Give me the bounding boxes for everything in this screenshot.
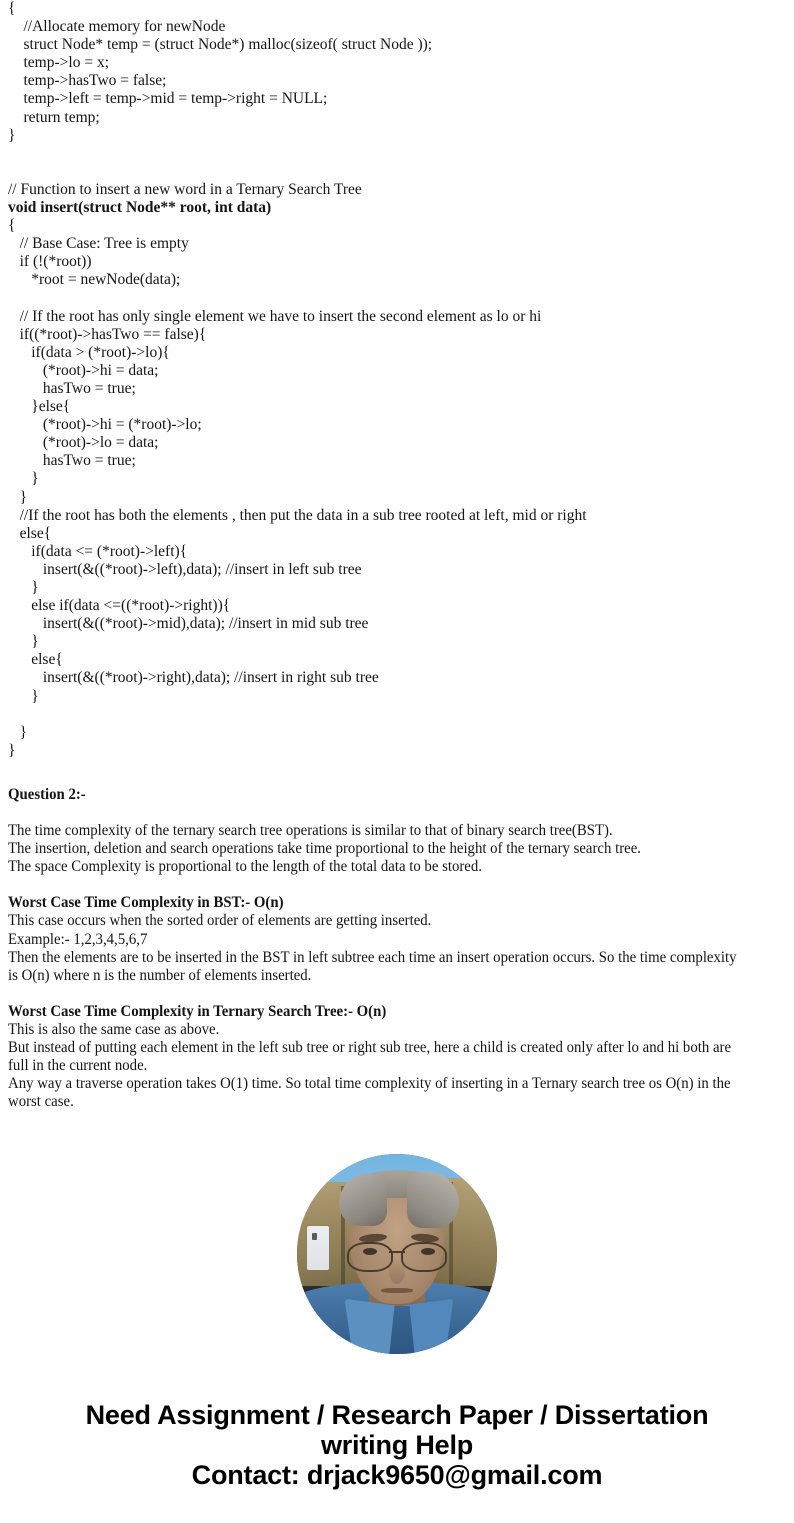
intro-line: The space Complexity is proportional to the length of the total data to be stored.: [8, 858, 482, 876]
code-line: temp->hasTwo = false;: [8, 72, 167, 90]
bst-complexity-body: [8, 912, 745, 984]
code-line: struct Node* temp = (struct Node*) malloc(sizeof( struct Node ));: [8, 36, 433, 54]
code-line: //If the root has both the elements , then put the data in a sub tree rooted at left, mid or right: [8, 506, 587, 524]
question2-heading: Question 2:-: [8, 786, 86, 803]
spacer: [8, 804, 745, 822]
photo-nose: [389, 1258, 405, 1284]
code-line: }: [8, 633, 39, 651]
code-line: hasTwo = true;: [8, 379, 136, 397]
photo-glasses-bridge: [389, 1251, 405, 1253]
spacer: [8, 876, 745, 894]
code-line: //Allocate memory for newNode: [8, 18, 226, 36]
code-line: insert(&((*root)->mid),data); //insert in mid sub tree: [8, 615, 369, 633]
code-line: [8, 290, 788, 308]
spacer: [8, 985, 745, 1003]
bst-line: Then the elements are to be inserted in the BST in left subtree each time an insert operation occurs. So the time complexity is O(n) where n is the number of elements inserted.: [8, 948, 737, 984]
code-line: }: [8, 126, 16, 144]
code-line: temp->left = temp->mid = temp->right = NULL;: [8, 90, 328, 108]
code-line: if (!(*root)): [8, 253, 92, 271]
code-line: }: [8, 687, 39, 705]
photo-mouth: [381, 1288, 413, 1293]
intro-line: The insertion, deletion and search operations take time proportional to the height of the ternary search tree.: [8, 840, 642, 858]
tst-line: This is also the same case as above.: [8, 1020, 220, 1038]
code-line: }: [8, 741, 16, 759]
code-line: temp->lo = x;: [8, 54, 109, 72]
code-line: else{: [8, 651, 63, 669]
code-line: [8, 706, 788, 724]
code-line: }: [8, 470, 39, 488]
code-line: }else{: [8, 398, 71, 416]
code-line: hasTwo = true;: [8, 452, 136, 470]
code-line: (*root)->lo = data;: [8, 434, 159, 452]
code-line: void insert(struct Node** root, int data): [8, 199, 272, 217]
tst-line: Any way a traverse operation takes O(1) time. So total time complexity of inserting in a Ternary search tree os O(n) in the worst case.: [8, 1075, 731, 1111]
code-line: if(data > (*root)->lo){: [8, 343, 170, 361]
code-line: if(data <= (*root)->left){: [8, 542, 188, 560]
code-line: else{: [8, 524, 52, 542]
tst-line: But instead of putting each element in the left sub tree or right sub tree, here a child is created only after lo and hi both are full in the current node.: [8, 1039, 732, 1075]
code-line: [8, 163, 788, 181]
code-line: *root = newNode(data);: [8, 271, 181, 289]
question2-intro: [8, 822, 745, 876]
tst-complexity-heading: Worst Case Time Complexity in Ternary Search Tree:- O(n): [8, 1002, 387, 1020]
bst-line: This case occurs when the sorted order of elements are getting inserted.: [8, 912, 432, 930]
code-line: insert(&((*root)->right),data); //insert in right sub tree: [8, 669, 379, 687]
code-block: [8, 0, 788, 760]
profile-photo-icon: [297, 1154, 497, 1354]
promo-contact-line: Contact: drjack9650@gmail.com: [191, 1460, 603, 1490]
code-line: (*root)->hi = (*root)->lo;: [8, 416, 202, 434]
avatar: [297, 1154, 497, 1354]
promo-headline-line-2: writing Help: [320, 1430, 474, 1460]
intro-line: The time complexity of the ternary search tree operations is similar to that of binary search tree(BST).: [8, 822, 613, 840]
photo-wall-switch: [307, 1226, 329, 1270]
code-line: {: [8, 217, 16, 235]
tst-complexity-body: [8, 1021, 745, 1111]
code-line: (*root)->hi = data;: [8, 361, 159, 379]
code-line: if((*root)->hasTwo == false){: [8, 325, 207, 343]
code-line: // Function to insert a new word in a Ternary Search Tree: [8, 180, 362, 198]
promo-footer: [0, 1400, 794, 1490]
code-line: // If the root has only single element we have to insert the second element as lo or hi: [8, 307, 542, 325]
code-line: }: [8, 579, 39, 596]
bst-line: Example:- 1,2,3,4,5,6,7: [8, 930, 148, 948]
photo-lens-left: [347, 1242, 393, 1272]
code-line: }: [8, 723, 28, 741]
photo-hair-left: [339, 1174, 387, 1226]
bst-complexity-heading: Worst Case Time Complexity in BST:- O(n): [8, 894, 284, 912]
code-line: // Base Case: Tree is empty: [8, 235, 189, 253]
code-line: insert(&((*root)->left),data); //insert in left sub tree: [8, 560, 362, 578]
code-line: {: [8, 0, 16, 17]
promo-headline-line-1: Need Assignment / Research Paper / Dissertation: [85, 1400, 709, 1430]
code-line: return temp;: [8, 108, 100, 126]
code-line: else if(data <=((*root)->right)){: [8, 597, 231, 615]
code-line: }: [8, 488, 28, 506]
code-line: [8, 145, 788, 163]
question2-section: [8, 786, 745, 1111]
photo-lens-right: [401, 1242, 447, 1272]
